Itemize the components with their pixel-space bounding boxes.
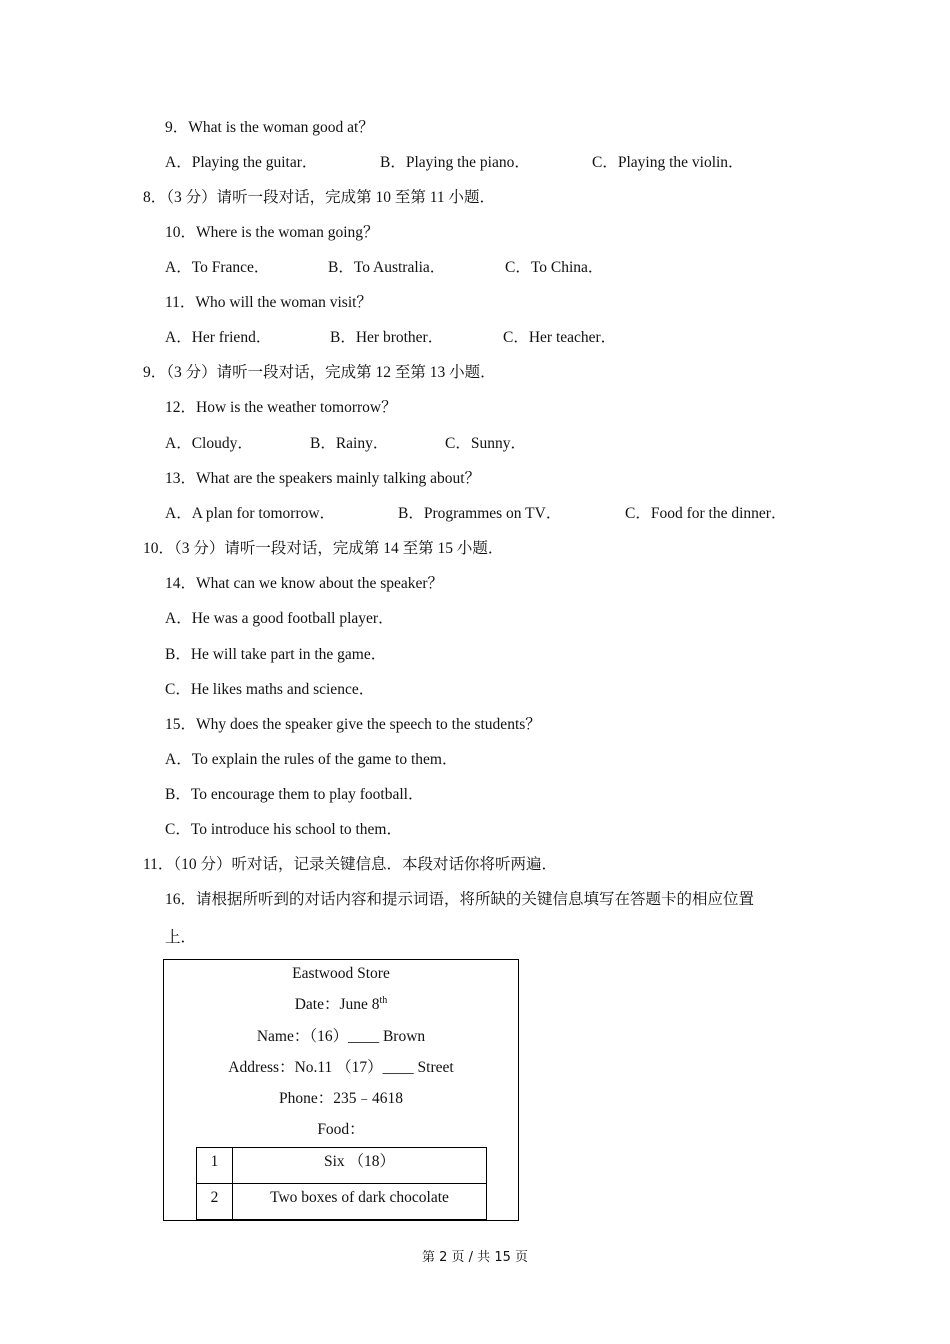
table-row <box>197 1184 487 1220</box>
section-11-header: 11．（10 分）听对话，记录关键信息．本段对话你将听两遍． <box>143 856 558 873</box>
section-10-header: 10．（3 分）请听一段对话，完成第 14 至第 15 小题． <box>143 540 504 557</box>
question-10: 10．Where is the woman going？ <box>165 224 379 241</box>
q13-option-a: A．A plan for tomorrow． <box>165 505 336 522</box>
question-9: 9．What is the woman good at？ <box>165 119 374 136</box>
question-16-line-2: 上． <box>165 929 197 946</box>
question-13: 13．What are the speakers mainly talking about？ <box>165 470 481 487</box>
store-date-text: Date：June 8 <box>294 996 380 1013</box>
q11-option-b: B．Her brother． <box>330 329 444 346</box>
store-title: Eastwood Store <box>292 965 390 982</box>
q13-option-b: B．Programmes on TV． <box>398 505 562 522</box>
store-phone: Phone：235﹣4618 <box>278 1090 403 1107</box>
question-11: 11．Who will the woman visit？ <box>165 294 372 311</box>
q15-option-a: A．To explain the rules of the game to them． <box>165 751 458 768</box>
food-row-item: Two boxes of dark chocolate <box>233 1184 487 1220</box>
q12-option-b: B．Rainy． <box>310 435 389 452</box>
q11-option-a: A．Her friend． <box>165 329 272 346</box>
question-16-line-1: 16．请根据所听到的对话内容和提示词语，将所缺的关键信息填写在答题卡的相应位置 <box>165 891 755 908</box>
question-14: 14．What can we know about the speaker？ <box>165 575 444 592</box>
section-9-header: 9．（3 分）请听一段对话，完成第 12 至第 13 小题． <box>143 364 496 381</box>
q15-option-c: C．To introduce his school to them． <box>165 821 402 838</box>
food-table <box>196 1147 487 1220</box>
store-food-label: Food： <box>317 1121 365 1138</box>
q14-option-a: A．He was a good football player． <box>165 610 394 627</box>
question-12: 12．How is the weather tomorrow？ <box>165 399 397 416</box>
q14-option-b: B．He will take part in the game． <box>165 646 387 663</box>
store-date-suffix: th <box>379 994 388 1006</box>
q9-option-c: C．Playing the violin． <box>592 154 744 171</box>
store-address: Address：No.11 （17）____ Street <box>228 1059 454 1076</box>
q12-option-c: C．Sunny． <box>445 435 526 452</box>
page-footer: 第 2 页 / 共 15 页 <box>422 1250 528 1265</box>
table-row <box>197 1148 487 1184</box>
q9-option-b: B．Playing the piano． <box>380 154 530 171</box>
q13-option-c: C．Food for the dinner． <box>625 505 787 522</box>
store-name: Name：（16）____ Brown <box>256 1028 426 1045</box>
section-8-header: 8．（3 分）请听一段对话，完成第 10 至第 11 小题． <box>143 189 496 206</box>
food-row-item: Six （18） <box>233 1148 487 1184</box>
q11-option-c: C．Her teacher． <box>503 329 617 346</box>
question-15: 15．Why does the speaker give the speech to the students？ <box>165 716 541 733</box>
q14-option-c: C．He likes maths and science． <box>165 681 375 698</box>
q12-option-a: A．Cloudy． <box>165 435 253 452</box>
q15-option-b: B．To encourage them to play football． <box>165 786 424 803</box>
store-date <box>164 995 518 1015</box>
q10-option-b: B．To Australia． <box>328 259 446 276</box>
q10-option-c: C．To China． <box>505 259 604 276</box>
food-row-number: 2 <box>197 1184 233 1220</box>
q9-option-a: A．Playing the guitar． <box>165 154 318 171</box>
q10-option-a: A．To France． <box>165 259 270 276</box>
food-row-number: 1 <box>197 1148 233 1184</box>
